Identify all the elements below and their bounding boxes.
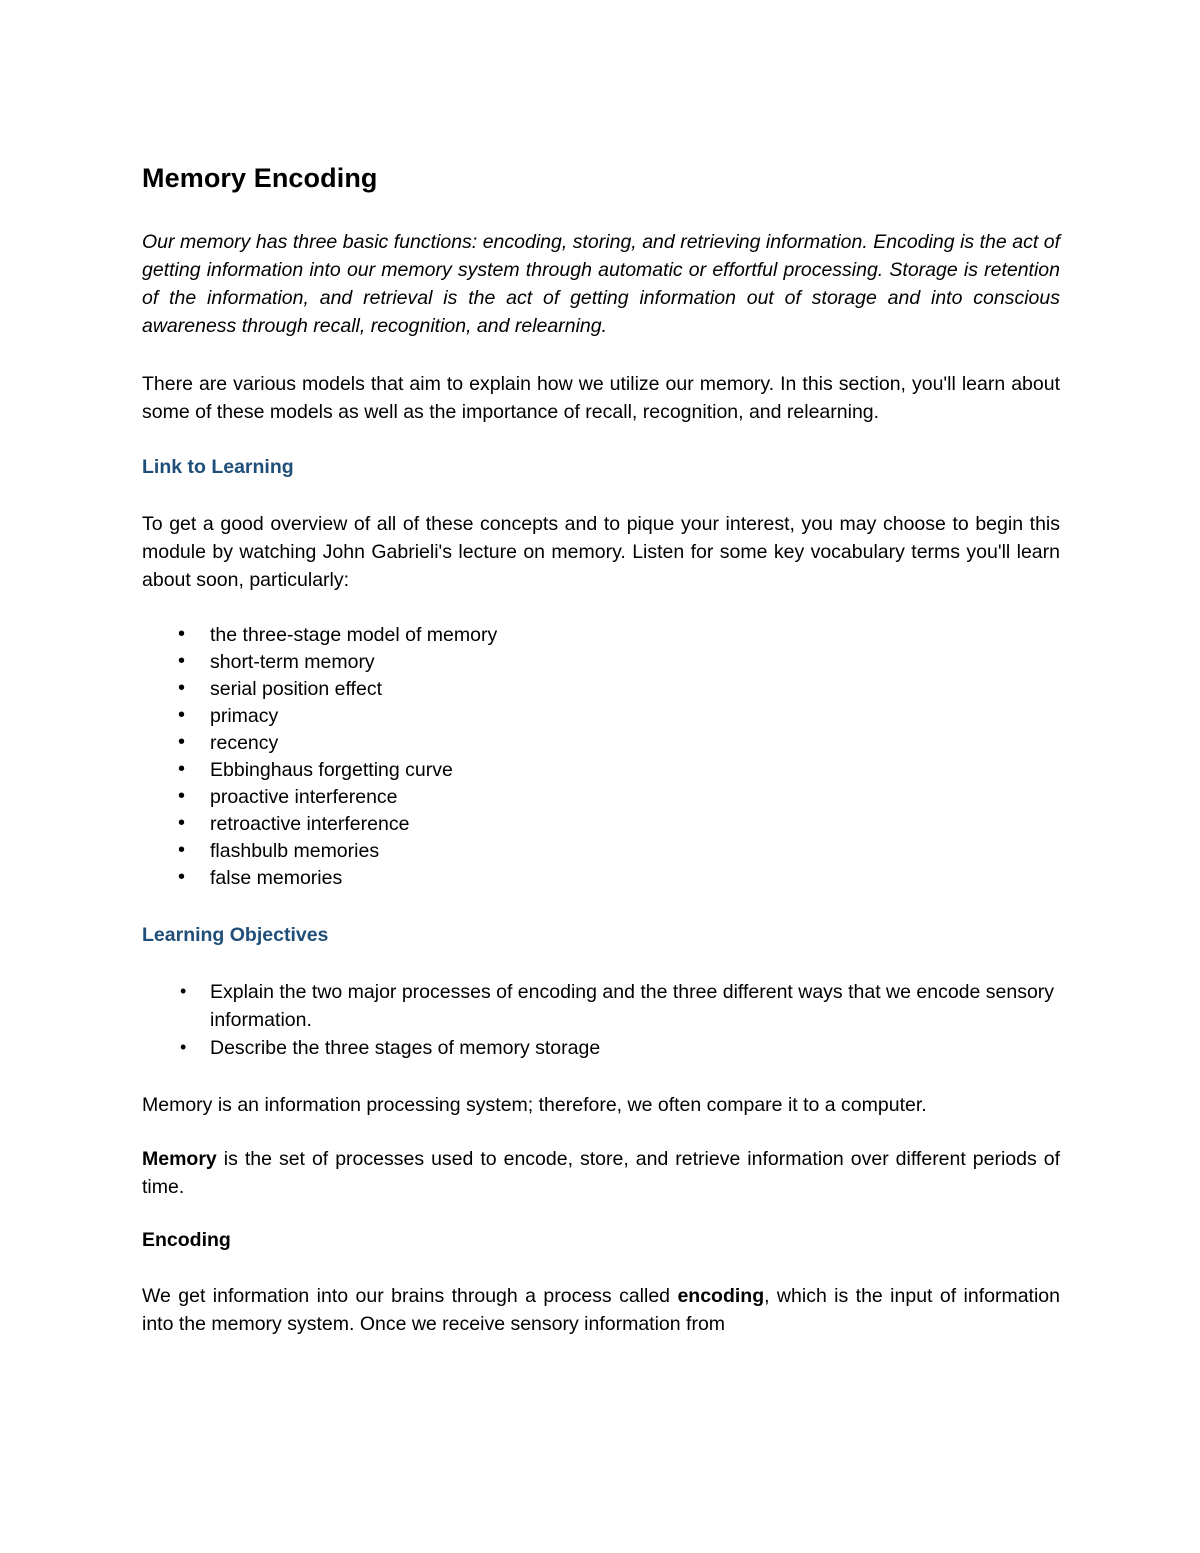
encoding-bold-term: encoding [677,1285,765,1308]
link-to-learning-paragraph: To get a good overview of all of these concepts and to pique your interest, you may choose to begin this module by watching John Gabrieli's lecture on memory. Listen for some key vocabulary terms you'll learn about soon, particularly: [142,513,1060,592]
list-item [142,811,1060,838]
vocabulary-terms-list [142,622,1060,892]
list-item [142,622,1060,649]
list-item [142,978,1060,1034]
page-title: Memory Encoding [142,163,378,193]
memory-definition-rest: is the set of processes used to encode, store, and retrieve information over different periods of time. [142,1148,1060,1199]
memory-computer-paragraph: Memory is an information processing system; therefore, we often compare it to a computer. [142,1094,927,1117]
encoding-text-part-2: , which is the input of information into the memory system. Once we receive sensory information from [142,1285,1060,1336]
heading-link-to-learning: Link to Learning [142,456,294,479]
list-item [142,865,1060,892]
list-item [142,649,1060,676]
list-item-label: Ebbinghaus forgetting curve [210,759,453,782]
list-item-label: short-term memory [210,651,375,674]
memory-definition-paragraph [142,1145,1060,1201]
heading-learning-objectives: Learning Objectives [142,924,329,947]
memory-bold-term: Memory [142,1148,217,1171]
list-item-label: Describe the three stages of memory storage [210,1037,601,1060]
list-item-label: false memories [210,867,343,890]
learning-objectives-list [142,978,1060,1062]
list-item-label: the three-stage model of memory [210,624,498,647]
list-item [142,838,1060,865]
list-item-label: Explain the two major processes of encoding and the three different ways that we encode sensory information. [210,981,1055,1032]
list-item [142,784,1060,811]
heading-encoding: Encoding [142,1229,231,1252]
list-item-label: proactive interference [210,786,398,809]
encoding-text-part-1: We get information into our brains through a process called [142,1285,678,1308]
list-item [142,730,1060,757]
list-item-label: recency [210,732,279,755]
list-item-label: primacy [210,705,279,728]
intro-paragraph: Our memory has three basic functions: encoding, storing, and retrieving information. Encoding is the act of getting information into our memory system through automatic or effortful processing. Storage is retention of the information, and retrieval is the act of getting information out of storage and into conscious awareness through recall, recognition, and relearning. [142,231,1060,338]
models-paragraph: There are various models that aim to explain how we utilize our memory. In this section, you'll learn about some of these models as well as the importance of recall, recognition, and relearning. [142,373,1060,424]
list-item-label: serial position effect [210,678,382,701]
list-item [142,1034,1060,1062]
encoding-paragraph [142,1282,1060,1338]
list-item [142,757,1060,784]
list-item [142,703,1060,730]
list-item-label: flashbulb memories [210,840,380,863]
list-item [142,676,1060,703]
list-item-label: retroactive interference [210,813,410,836]
